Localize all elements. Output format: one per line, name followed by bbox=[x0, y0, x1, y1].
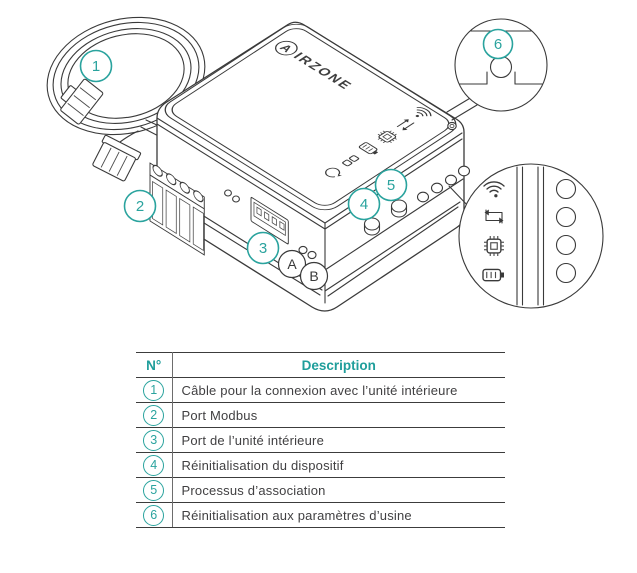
svg-text:1: 1 bbox=[91, 58, 101, 75]
svg-text:5: 5 bbox=[386, 177, 396, 194]
logo-text: IRZONE bbox=[290, 50, 357, 92]
micro-button-a bbox=[299, 246, 307, 253]
label-b bbox=[301, 263, 328, 290]
table-row bbox=[136, 503, 505, 528]
cable-connector-small bbox=[90, 135, 141, 183]
logo-letter-a: A bbox=[276, 42, 296, 55]
pairing-button bbox=[392, 200, 407, 217]
row-description: Processus d’association bbox=[172, 478, 505, 503]
svg-text:6: 6 bbox=[493, 36, 503, 53]
callout-2 bbox=[125, 191, 156, 222]
magnifier-led-detail bbox=[459, 164, 603, 308]
row-number-badge: 6 bbox=[143, 505, 164, 526]
svg-text:3: 3 bbox=[258, 240, 268, 257]
header-num: N° bbox=[136, 353, 172, 378]
table-row bbox=[136, 378, 505, 403]
table-row bbox=[136, 403, 505, 428]
row-description: Réinitialisation du dispositif bbox=[172, 453, 505, 478]
svg-text:B: B bbox=[309, 268, 319, 284]
svg-text:2: 2 bbox=[135, 198, 145, 215]
row-description: Port Modbus bbox=[172, 403, 505, 428]
table-row bbox=[136, 428, 505, 453]
row-number-badge: 1 bbox=[143, 380, 164, 401]
row-description: Câble pour la connexion avec l’unité intérieure bbox=[172, 378, 505, 403]
micro-button-b bbox=[308, 251, 316, 258]
row-number-badge: 2 bbox=[143, 405, 164, 426]
callout-6 bbox=[484, 30, 513, 59]
header-description: Description bbox=[172, 353, 505, 378]
svg-text:A: A bbox=[287, 256, 297, 272]
row-number-badge: 4 bbox=[143, 455, 164, 476]
callout-4 bbox=[349, 189, 380, 220]
table-row bbox=[136, 478, 505, 503]
factory-reset-button-detail bbox=[491, 57, 512, 78]
callout-3 bbox=[248, 233, 279, 264]
row-description: Port de l’unité intérieure bbox=[172, 428, 505, 453]
description-table bbox=[136, 352, 505, 528]
row-number-badge: 5 bbox=[143, 480, 164, 501]
table-row bbox=[136, 453, 505, 478]
row-description: Réinitialisation aux paramètres d’usine bbox=[172, 503, 505, 528]
reset-button bbox=[365, 218, 380, 235]
callout-1 bbox=[81, 51, 112, 82]
table-header-row bbox=[136, 353, 505, 378]
callout-5 bbox=[376, 170, 407, 201]
row-number-badge: 3 bbox=[143, 430, 164, 451]
svg-text:4: 4 bbox=[359, 196, 369, 213]
